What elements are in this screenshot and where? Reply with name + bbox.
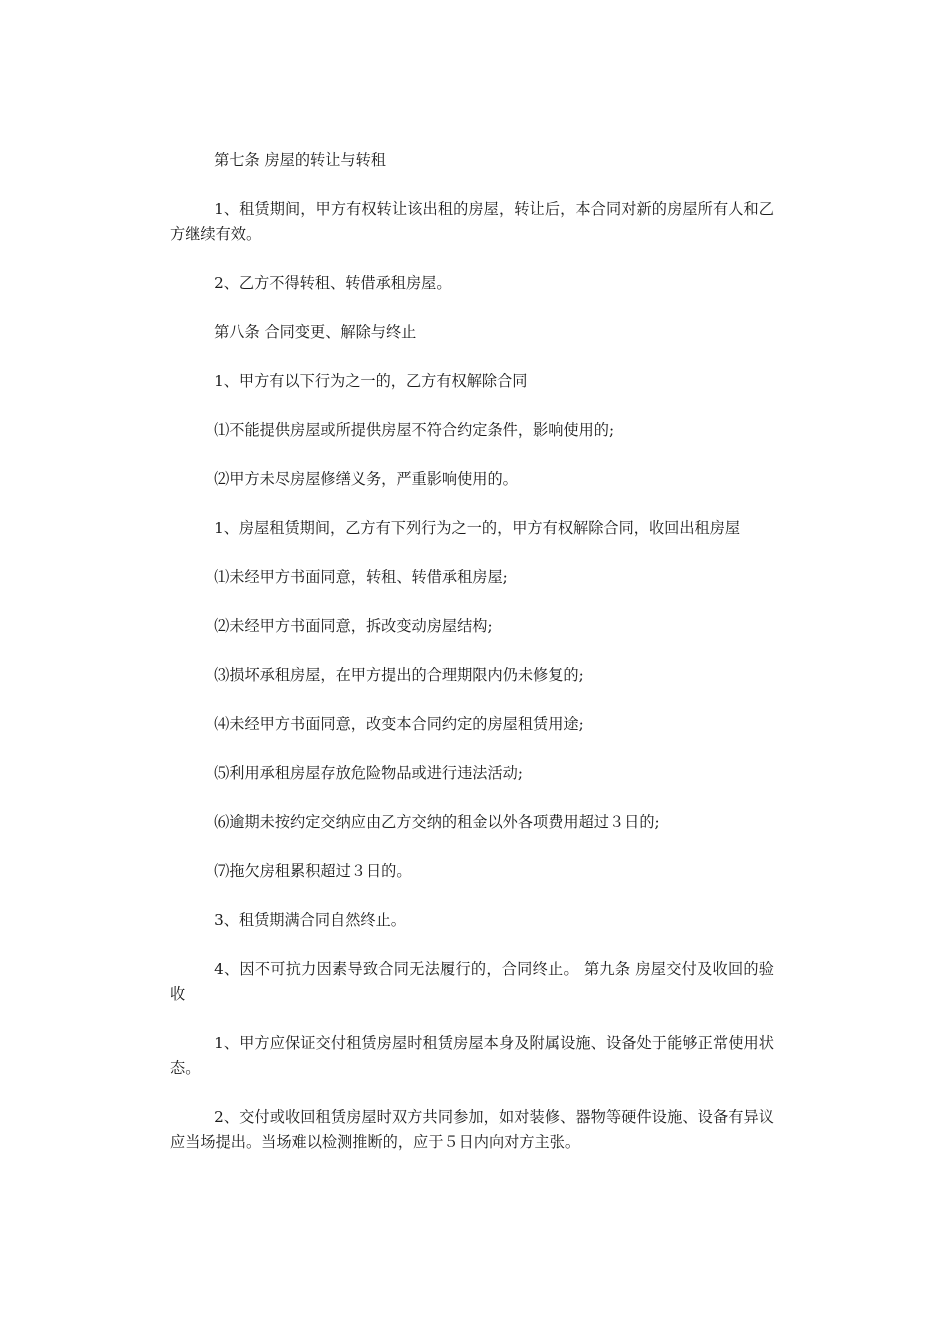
article-8-clause-2-item-2: ⑵未经甲方书面同意，拆改变动房屋结构; <box>214 617 493 635</box>
article-8-clause-2-item-3: ⑶损坏承租房屋，在甲方提出的合理期限内仍未修复的; <box>214 666 584 684</box>
article-8-clause-2-item-4: ⑷未经甲方书面同意，改变本合同约定的房屋租赁用途; <box>214 715 584 733</box>
article-7-clause-2: 2、乙方不得转租、转借承租房屋。 <box>214 274 452 292</box>
article-8-clause-2-item-6: ⑹逾期未按约定交纳应由乙方交纳的租金以外各项费用超过３日的; <box>214 813 660 831</box>
document-body <box>170 148 774 1179</box>
article-7-clause-1: 1、租赁期间，甲方有权转让该出租的房屋，转让后，本合同对新的房屋所有人和乙方继续有效。 <box>170 200 774 243</box>
article-8-clause-2-item-7: ⑺拖欠房租累积超过３日的。 <box>214 862 412 880</box>
article-8-clause-2-item-5: ⑸利用承租房屋存放危险物品或进行违法活动; <box>214 764 523 782</box>
article-8-clause-2: 1、房屋租赁期间，乙方有下列行为之一的，甲方有权解除合同，收回出租房屋 <box>214 519 741 537</box>
article-8-clause-3: 3、租赁期满合同自然终止。 <box>214 911 406 929</box>
article-7-heading: 第七条 房屋的转让与转租 <box>214 151 386 169</box>
article-8-clause-1: 1、甲方有以下行为之一的，乙方有权解除合同 <box>214 372 528 390</box>
article-9-clause-1: 1、甲方应保证交付租赁房屋时租赁房屋本身及附属设施、设备处于能够正常使用状态。 <box>170 1034 774 1077</box>
article-9-clause-2: 2、交付或收回租赁房屋时双方共同参加，如对装修、器物等硬件设施、设备有异议应当场提出。当场难以检测推断的，应于５日内向对方主张。 <box>170 1108 774 1151</box>
article-8-clause-4: 4、因不可抗力因素导致合同无法履行的，合同终止。 第九条 房屋交付及收回的验收 <box>170 960 774 1003</box>
article-8-heading: 第八条 合同变更、解除与终止 <box>214 323 417 341</box>
article-8-clause-1-item-1: ⑴不能提供房屋或所提供房屋不符合约定条件，影响使用的; <box>214 421 615 439</box>
article-8-clause-2-item-1: ⑴未经甲方书面同意，转租、转借承租房屋; <box>214 568 508 586</box>
article-8-clause-1-item-2: ⑵甲方未尽房屋修缮义务，严重影响使用的。 <box>214 470 518 488</box>
